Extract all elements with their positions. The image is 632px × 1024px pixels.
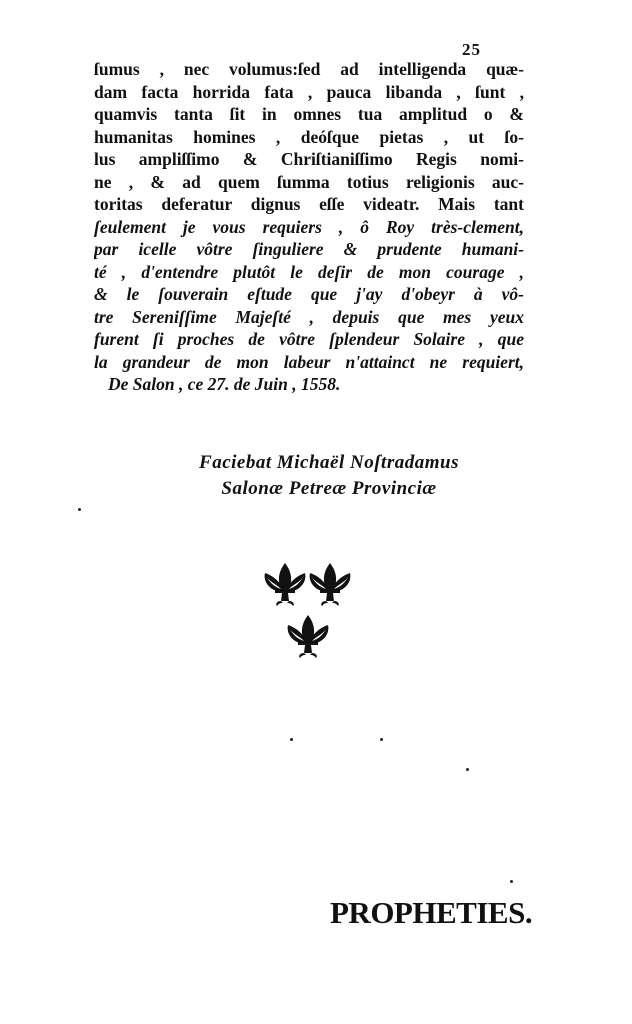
text-line: toritas deferatur dignus eſſe videatr. Mais tant xyxy=(94,194,524,214)
print-speck xyxy=(466,768,469,771)
text-line: té , d'entendre plutôt le deſir de mon courage , xyxy=(94,261,524,282)
text-line: ſumus , nec volumus:ſed ad intelligenda quæ- xyxy=(94,59,524,79)
text-line: la grandeur de mon labeur n'attainct ne requiert, xyxy=(94,351,524,372)
signature-place: Salonæ Petreæ Provinciæ xyxy=(221,478,437,499)
text-line: furent ſi proches de vôtre ſplendeur Solaire , que xyxy=(94,329,524,349)
print-speck xyxy=(380,738,383,741)
text-line: par icelle vôtre ſinguliere & prudente humani- xyxy=(94,239,524,259)
text-line: & le ſouverain eſtude que j'ay d'obeyr à vô- xyxy=(94,284,524,304)
fleur-de-lis-ornament xyxy=(258,555,358,665)
text-line: dam facta horrida fata , pauca libanda , ſunt , xyxy=(94,81,524,102)
text-line: quamvis tanta ſit in omnes tua amplitud o & xyxy=(94,104,524,124)
page-number: 25 xyxy=(462,40,481,59)
signature-author: Faciebat Michaël Noſtradamus xyxy=(199,452,459,473)
print-speck xyxy=(78,508,81,511)
text-line: lus ampliſſimo & Chriſtianiſſimo Regis nomi- xyxy=(94,149,524,169)
text-line: tre Sereniſſime Majeſté , depuis que mes yeux xyxy=(94,306,524,327)
dedication-text xyxy=(94,58,524,396)
text-line: ſeulement je vous requiers , ô Roy très-clement, xyxy=(94,216,524,237)
text-line: ne , & ad quem ſumma totius religionis auc- xyxy=(94,171,524,192)
text-line: humanitas homines , deóſque pietas , ut ſo- xyxy=(94,126,524,147)
print-speck xyxy=(510,880,513,883)
date-line: De Salon , ce 27. de Juin , 1558. xyxy=(108,374,341,394)
catchword: PROPHETIES. xyxy=(330,895,533,930)
print-speck xyxy=(290,738,293,741)
